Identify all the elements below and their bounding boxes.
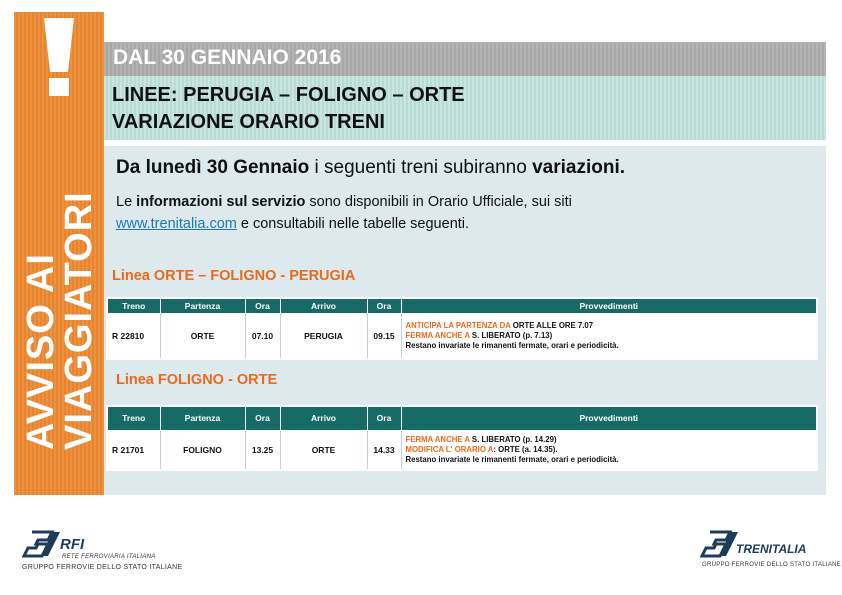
side-label-line-1: AVVISO AI (20, 253, 62, 450)
train-table-2 (106, 405, 818, 471)
fs-arrow-icon (700, 530, 740, 560)
intro-line-1 (116, 194, 572, 210)
header-provvedimenti: Provvedimenti (401, 298, 817, 313)
prov-line-2-label: FERMA ANCHE A (405, 330, 470, 340)
cell-ora-partenza: 13.25 (245, 430, 280, 470)
prov-line-2-label: MODIFICA L' ORARIO A (405, 444, 494, 454)
train-table-1 (106, 297, 818, 360)
cell-provvedimenti (401, 313, 817, 359)
header-partenza: Partenza (160, 298, 245, 313)
header-ora-partenza: Ora (245, 298, 280, 313)
intro-heading-date: Da lunedì 30 Gennaio (116, 157, 310, 178)
effective-date: DAL 30 GENNAIO 2016 (113, 46, 342, 69)
header-ora-partenza: Ora (245, 406, 280, 430)
table-header-row (107, 298, 817, 313)
prov-line-1 (406, 435, 813, 445)
trenitalia-group: GRUPPO FERROVIE DELLO STATO ITALIANE (702, 562, 842, 568)
rfi-subtitle: RETE FERROVIARIA ITALIANA (62, 554, 156, 560)
prov-line-2 (406, 331, 813, 341)
header-partenza: Partenza (160, 406, 245, 430)
header-arrivo: Arrivo (280, 298, 367, 313)
table-row (107, 430, 817, 470)
cell-ora-arrivo: 09.15 (367, 313, 401, 359)
cell-treno: R 22810 (107, 313, 160, 359)
prov-line-2-text: S. LIBERATO (p. 7.13) (469, 330, 553, 340)
table-row (107, 313, 817, 359)
intro-heading-middle: i seguenti treni subiranno (309, 157, 533, 178)
exclamation-icon (24, 14, 94, 100)
header-provvedimenti: Provvedimenti (401, 406, 817, 430)
prov-line-1 (406, 321, 813, 331)
header-ora-arrivo: Ora (367, 406, 401, 430)
intro-line-1-prefix: Le (116, 194, 137, 210)
title-line-2: VARIAZIONE ORARIO TRENI (112, 111, 385, 133)
prov-line-3: Restano invariate le rimanenti fermate, orari e periodicità. (405, 454, 619, 464)
header-treno: Treno (107, 298, 160, 313)
intro-line-1-bold: informazioni sul servizio (136, 194, 306, 210)
cell-treno: R 21701 (107, 430, 160, 470)
prov-line-1-text: S. LIBERATO (p. 14.29) (469, 434, 557, 444)
prov-line-2-text: : ORTE (a. 14.35). (493, 444, 558, 454)
section-title-orte-foligno-perugia: Linea ORTE – FOLIGNO - PERUGIA (112, 268, 356, 284)
header-ora-arrivo: Ora (367, 298, 401, 313)
cell-ora-arrivo: 14.33 (367, 430, 401, 470)
intro-line-1-suffix: sono disponibili in Orario Ufficiale, sui siti (305, 194, 572, 210)
cell-provvedimenti (401, 430, 817, 470)
rfi-group: GRUPPO FERROVIE DELLO STATO ITALIANE (22, 564, 183, 571)
fs-arrow-icon (22, 530, 62, 564)
prov-line-2 (406, 445, 813, 455)
alert-box (14, 12, 104, 102)
cell-partenza: ORTE (160, 313, 245, 359)
cell-arrivo: ORTE (280, 430, 367, 470)
cell-partenza: FOLIGNO (160, 430, 245, 470)
prov-line-3: Restano invariate le rimanenti fermate, orari e periodicità. (405, 340, 619, 350)
rfi-logo-text: RFI (60, 536, 85, 553)
intro-line-2-suffix: e consultabili nelle tabelle seguenti. (236, 216, 470, 232)
trenitalia-logo-text: TRENITALIA (736, 542, 807, 556)
cell-arrivo: PERUGIA (280, 313, 367, 359)
section-title-foligno-orte: Linea FOLIGNO - ORTE (116, 372, 278, 388)
prov-line-1-text: ORTE ALLE ORE 7.07 (510, 320, 594, 330)
intro-heading-suffix: . (619, 157, 626, 178)
header-arrivo: Arrivo (280, 406, 367, 430)
prov-line-1-label: ANTICIPA LA PARTENZA DA (405, 320, 511, 330)
title-line-1: LINEE: PERUGIA – FOLIGNO – ORTE (112, 84, 465, 106)
cell-ora-partenza: 07.10 (245, 313, 280, 359)
header-treno: Treno (107, 406, 160, 430)
intro-heading-emphasis: variazioni (532, 157, 620, 178)
trenitalia-link[interactable]: www.trenitalia.com (116, 216, 237, 232)
intro-heading (116, 157, 625, 179)
side-label (22, 160, 100, 450)
intro-line-2 (116, 216, 469, 232)
side-label-line-2: VIAGGIATORI (58, 191, 100, 450)
prov-line-1-label: FERMA ANCHE A (405, 434, 470, 444)
table-header-row (107, 406, 817, 430)
